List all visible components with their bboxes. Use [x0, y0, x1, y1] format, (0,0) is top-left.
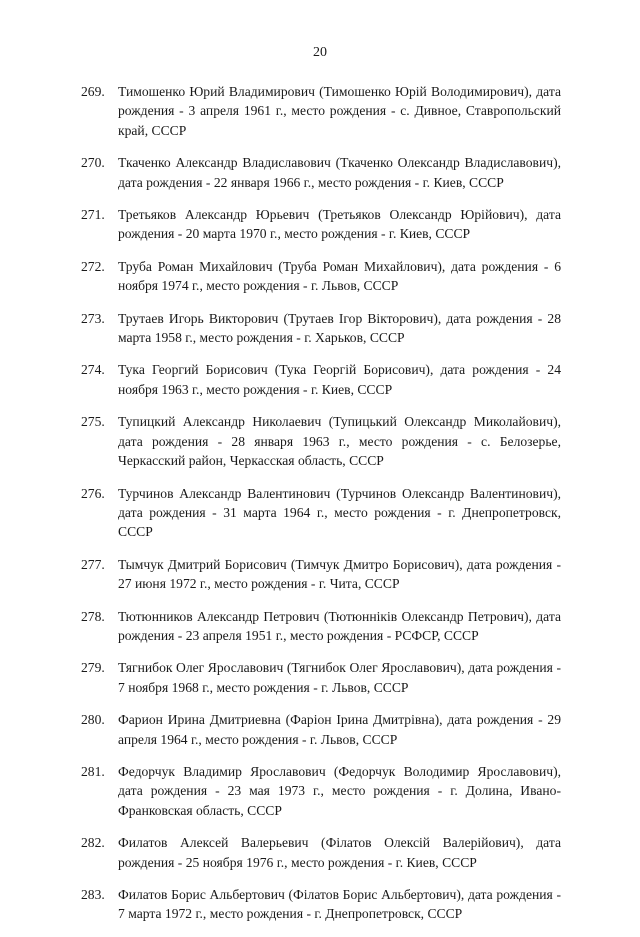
list-item — [81, 309, 561, 348]
list-item — [81, 555, 561, 594]
entry-text: Ткаченко Александр Владиславович (Ткаченко Олександр Владиславович), дата рождения - 22 января 1966 г., место рождения - г. Киев, СССР — [118, 155, 561, 190]
list-item — [81, 153, 561, 192]
list-item — [81, 607, 561, 646]
entry-number: 279. — [81, 660, 105, 676]
list-item — [81, 82, 561, 140]
list-item — [81, 762, 561, 820]
entry-text: Тымчук Дмитрий Борисович (Тимчук Дмитро Борисович), дата рождения - 27 июня 1972 г., место рождения - г. Чита, СССР — [118, 556, 561, 592]
entry-number: 276. — [81, 485, 105, 501]
entry-list — [81, 82, 561, 937]
entry-text: Тягнибок Олег Ярославович (Тягнибок Олег Ярославович), дата рождения - 7 ноября 1968 г., место рождения - г. Львов, СССР — [118, 660, 561, 695]
list-item — [81, 833, 561, 872]
entry-text: Федорчук Владимир Ярославович (Федорчук Володимир Ярославович), дата рождения - 23 мая 1973 г., место рождения - г. Долина, Ивано-Франковская область, СССР — [118, 763, 561, 818]
entry-number: 270. — [81, 155, 105, 171]
entry-number: 282. — [81, 835, 105, 851]
entry-text: Фарион Ирина Дмитриевна (Фаріон Ірина Дмитрівна), дата рождения - 29 апреля 1964 г., место рождения - г. Львов, СССР — [118, 712, 561, 747]
entry-text: Турчинов Александр Валентинович (Турчинов Олександр Валентинович), дата рождения - 31 марта 1964 г., место рождения - г. Днепропетровск, СССР — [118, 485, 561, 540]
entry-number: 271. — [81, 207, 105, 223]
entry-text: Тука Георгий Борисович (Тука Георгій Борисович), дата рождения - 24 ноября 1963 г., место рождения - г. Киев, СССР — [118, 362, 561, 397]
list-item — [81, 710, 561, 749]
list-item — [81, 205, 561, 244]
list-item — [81, 658, 561, 697]
list-item — [81, 484, 561, 542]
entry-number: 272. — [81, 258, 105, 274]
entry-number: 275. — [81, 414, 105, 430]
list-item — [81, 885, 561, 924]
entry-text: Тютюнников Александр Петрович (Тютюнніків Олександр Петрович), дата рождения - 23 апреля 1951 г., место рождения - РСФСР, СССР — [118, 608, 561, 643]
list-item — [81, 360, 561, 399]
entry-number: 283. — [81, 887, 105, 902]
entry-number: 277. — [81, 556, 105, 572]
entry-number: 274. — [81, 362, 105, 378]
entry-text: Филатов Борис Альбертович (Філатов Борис Альбертович), дата рождения - 7 марта 1972 г., место рождения - г. Днепропетровск, СССР — [118, 887, 561, 922]
entry-text: Тупицкий Александр Николаевич (Тупицький Олександр Миколайович), дата рождения - 28 января 1963 г., место рождения - с. Белозерье, Черкасский район, Черкасская область, СССР — [118, 414, 561, 469]
entry-number: 278. — [81, 608, 105, 624]
entry-number: 269. — [81, 84, 105, 99]
entry-text: Филатов Алексей Валерьевич (Філатов Олексій Валерійович), дата рождения - 25 ноября 1976 г., место рождения - г. Киев, СССР — [118, 835, 561, 870]
page-number: 20 — [313, 45, 327, 60]
entry-number: 281. — [81, 763, 105, 779]
entry-number: 273. — [81, 310, 105, 326]
list-item — [81, 412, 561, 470]
entry-text: Трутаев Игорь Викторович (Трутаев Ігор Вікторович), дата рождения - 28 марта 1958 г., место рождения - г. Харьков, СССР — [118, 310, 561, 346]
entry-text: Труба Роман Михайлович (Труба Роман Михайлович), дата рождения - 6 ноября 1974 г., место рождения - г. Львов, СССР — [118, 258, 561, 294]
entry-number: 280. — [81, 712, 105, 728]
entry-text: Тимошенко Юрий Владимирович (Тимошенко Юрій Володимирович), дата рождения - 3 апреля 1961 г., место рождения - с. Дивное, Ставропольский край, СССР — [118, 84, 561, 138]
entry-text: Третьяков Александр Юрьевич (Третьяков Олександр Юрійович), дата рождения - 20 марта 1970 г., место рождения - г. Киев, СССР — [118, 207, 561, 242]
list-item — [81, 257, 561, 296]
